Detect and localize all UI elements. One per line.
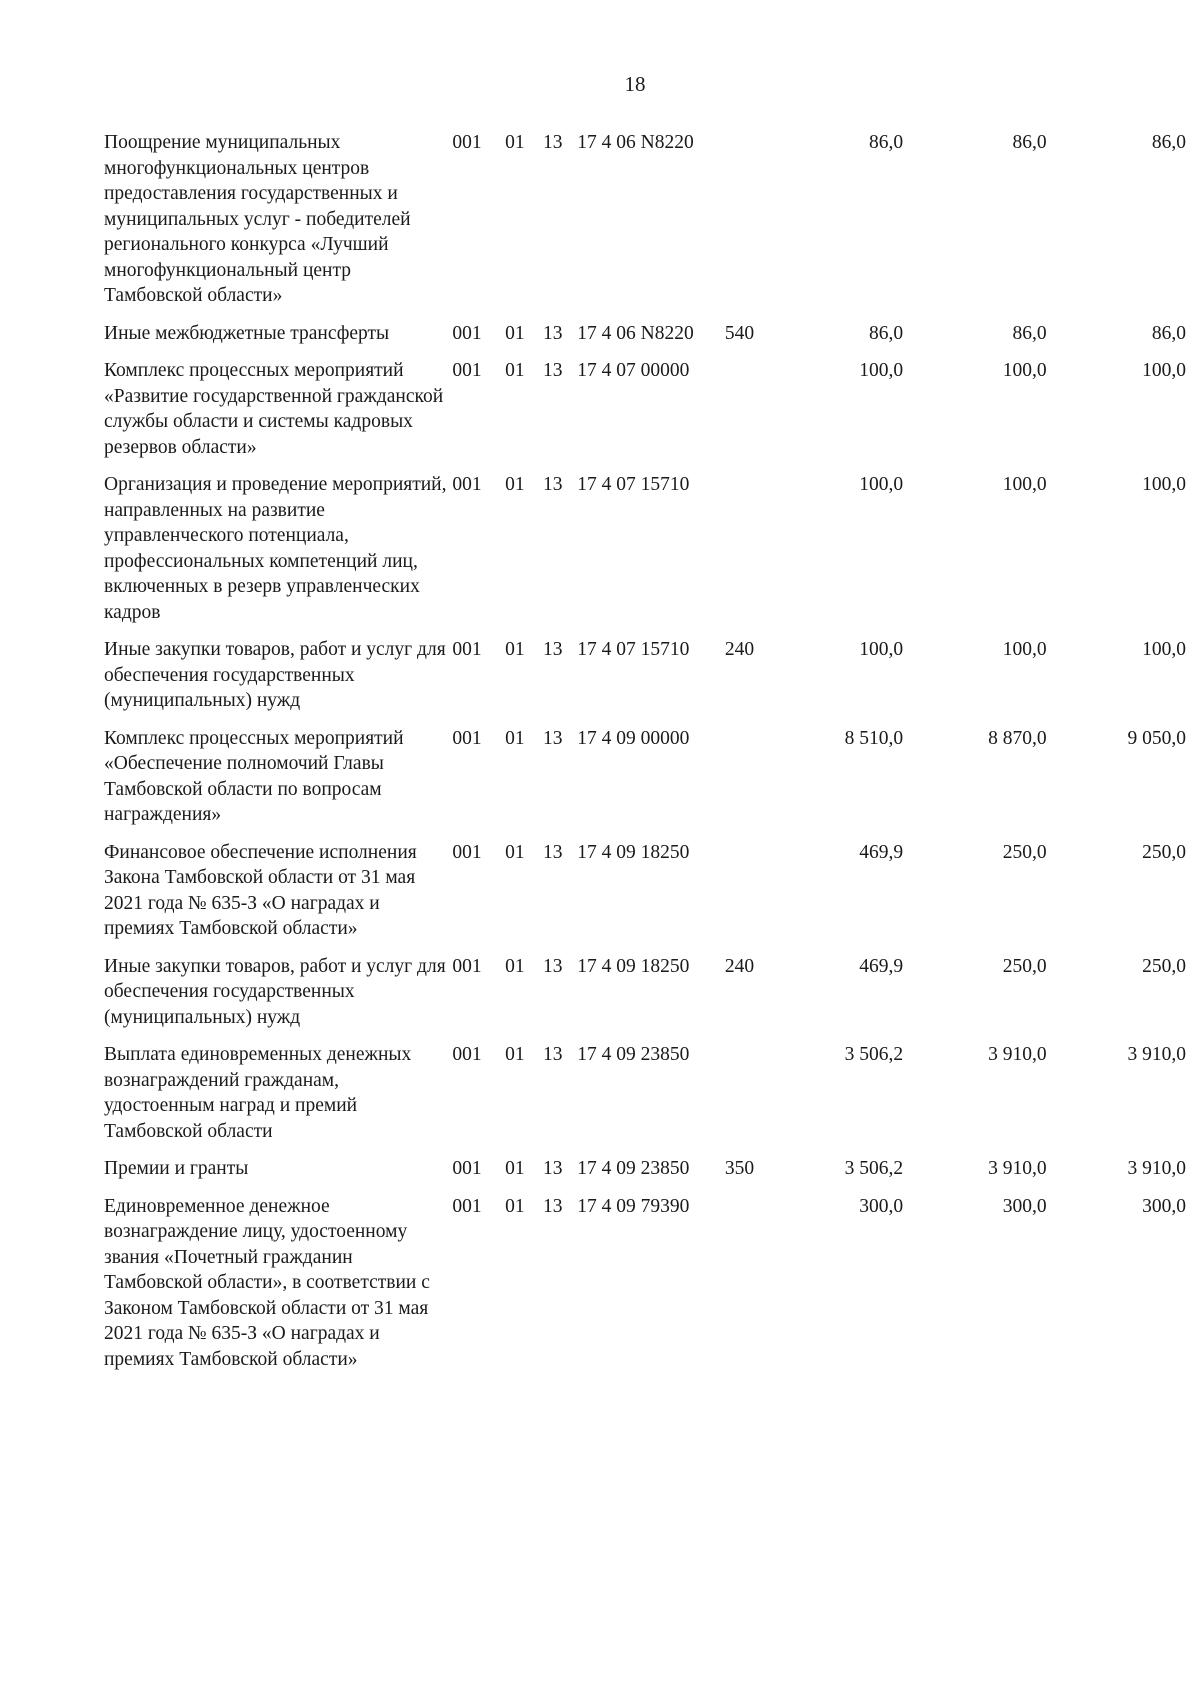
budget-table (104, 130, 1186, 1384)
row-section-code: 01 (505, 132, 525, 153)
row-amount-year3: 100,0 (1142, 474, 1186, 495)
row-name: Комплекс процессных мероприятий «Обеспечение полномочий Главы Тамбовской области по вопросам награждения» (104, 727, 404, 825)
row-ved-code: 001 (452, 841, 482, 863)
row-amount-year3: 250,0 (1142, 841, 1186, 863)
row-amount-year2: 86,0 (1012, 322, 1047, 344)
row-target-article-code: 17 4 09 18250 (577, 841, 690, 863)
row-section-code: 01 (505, 639, 525, 660)
row-target-article-code: 17 4 07 15710 (577, 639, 690, 660)
row-target-article-code: 17 4 09 00000 (577, 727, 690, 749)
row-subsection-code: 13 (543, 841, 563, 863)
row-expense-type-code: 540 (724, 322, 755, 344)
row-target-article-code: 17 4 09 18250 (577, 955, 690, 977)
row-amount-year2: 100,0 (1002, 639, 1047, 660)
row-ved-code: 001 (452, 1044, 482, 1065)
row-target-article-code: 17 4 07 15710 (577, 474, 690, 495)
row-ved-code: 001 (452, 474, 482, 495)
row-section-code: 01 (505, 841, 525, 863)
row-amount-year1: 300,0 (859, 1195, 904, 1217)
row-amount-year2: 3 910,0 (988, 1044, 1047, 1065)
table-row (104, 840, 1186, 954)
row-ved-code: 001 (452, 955, 482, 977)
row-ved-code: 001 (452, 360, 482, 381)
row-amount-year1: 100,0 (859, 360, 904, 381)
row-amount-year1: 3 506,2 (844, 1158, 904, 1179)
table-row (104, 726, 1186, 840)
row-target-article-code: 17 4 07 00000 (577, 360, 690, 381)
row-target-article-code: 17 4 06 N8220 (577, 132, 694, 153)
row-amount-year3: 3 910,0 (1127, 1158, 1186, 1179)
row-amount-year2: 250,0 (1002, 955, 1047, 977)
row-section-code: 01 (505, 955, 525, 977)
row-name: Выплата единовременных денежных вознаграждений гражданам, удостоенным наград и премий Тамбовской области (104, 1044, 412, 1142)
row-ved-code: 001 (452, 639, 482, 660)
table-row (104, 321, 1186, 359)
row-amount-year2: 300,0 (1002, 1195, 1047, 1217)
row-amount-year2: 250,0 (1002, 841, 1047, 863)
row-amount-year1: 469,9 (859, 841, 904, 863)
row-section-code: 01 (505, 1158, 525, 1179)
row-amount-year2: 100,0 (1002, 360, 1047, 381)
row-amount-year1: 8 510,0 (844, 727, 904, 749)
row-expense-type-code (725, 358, 766, 472)
row-subsection-code: 13 (543, 727, 563, 749)
page-number: 18 (624, 72, 646, 96)
table-row (104, 130, 1186, 321)
table-row (104, 637, 1186, 726)
row-amount-year3: 100,0 (1142, 639, 1186, 660)
budget-table-body (104, 130, 1186, 1384)
row-ved-code: 001 (452, 132, 482, 153)
row-subsection-code: 13 (543, 1158, 563, 1179)
row-subsection-code: 13 (543, 132, 563, 153)
row-expense-type-code (725, 1194, 766, 1385)
row-expense-type-code (725, 1042, 766, 1156)
row-name: Финансовое обеспечение исполнения Закона Тамбовской области от 31 мая 2021 года № 635-З «О наградах и премиях Тамбовской области» (104, 841, 417, 939)
row-name: Иные закупки товаров, работ и услуг для обеспечения государственных (муниципальных) нужд (104, 639, 446, 711)
row-section-code: 01 (505, 1044, 525, 1065)
row-ved-code: 001 (452, 1195, 482, 1217)
row-expense-type-code: 350 (724, 1158, 755, 1179)
row-name: Иные межбюджетные трансферты (104, 322, 390, 344)
row-expense-type-code: 240 (724, 639, 755, 660)
row-target-article-code: 17 4 09 23850 (577, 1158, 690, 1179)
row-name: Организация и проведение мероприятий, направленных на развитие управленческого потенциала, профессиональных компетенций лиц, включенных в резерв управленческих кадров (104, 474, 447, 623)
row-section-code: 01 (505, 474, 525, 495)
table-row (104, 1042, 1186, 1156)
table-row (104, 1156, 1186, 1194)
table-row (104, 472, 1186, 637)
row-amount-year1: 100,0 (859, 474, 904, 495)
row-amount-year1: 86,0 (869, 132, 904, 153)
row-expense-type-code (725, 840, 766, 954)
row-amount-year2: 86,0 (1012, 132, 1047, 153)
row-amount-year1: 100,0 (859, 639, 904, 660)
row-target-article-code: 17 4 06 N8220 (577, 322, 694, 344)
row-amount-year1: 3 506,2 (844, 1044, 904, 1065)
row-ved-code: 001 (452, 1158, 482, 1179)
row-amount-year2: 100,0 (1002, 474, 1047, 495)
row-subsection-code: 13 (543, 955, 563, 977)
row-amount-year3: 300,0 (1142, 1195, 1186, 1217)
row-name: Комплекс процессных мероприятий «Развитие государственной гражданской службы области и системы кадровых резервов области» (104, 360, 444, 458)
row-expense-type-code: 240 (724, 955, 755, 977)
row-name: Иные закупки товаров, работ и услуг для обеспечения государственных (муниципальных) нужд (104, 955, 446, 1028)
table-row (104, 358, 1186, 472)
row-subsection-code: 13 (543, 360, 563, 381)
row-amount-year1: 86,0 (869, 322, 904, 344)
row-section-code: 01 (505, 360, 525, 381)
row-subsection-code: 13 (543, 1195, 563, 1217)
row-amount-year3: 86,0 (1151, 322, 1186, 344)
row-subsection-code: 13 (543, 322, 563, 344)
row-subsection-code: 13 (543, 474, 563, 495)
row-expense-type-code (725, 472, 766, 637)
row-name: Единовременное денежное вознаграждение лицу, удостоенному звания «Почетный гражданин Тамбовской области», в соответствии с Законом Тамбовской области от 31 мая 2021 года № 635-З «О наградах и премиях Тамбовской области» (104, 1195, 430, 1370)
row-section-code: 01 (505, 1195, 525, 1217)
row-ved-code: 001 (452, 727, 482, 749)
row-subsection-code: 13 (543, 639, 563, 660)
row-name: Премии и гранты (104, 1158, 249, 1179)
row-subsection-code: 13 (543, 1044, 563, 1065)
row-amount-year3: 9 050,0 (1127, 727, 1186, 749)
row-amount-year3: 3 910,0 (1127, 1044, 1186, 1065)
row-ved-code: 001 (452, 322, 482, 344)
row-target-article-code: 17 4 09 23850 (577, 1044, 690, 1065)
row-section-code: 01 (505, 727, 525, 749)
row-amount-year2: 8 870,0 (988, 727, 1047, 749)
row-name: Поощрение муниципальных многофункциональных центров предоставления государственных и муниципальных услуг - победителей регионального конкурса «Лучший многофункциональный центр Тамбовской области» (104, 132, 411, 306)
row-target-article-code: 17 4 09 79390 (577, 1195, 690, 1217)
row-amount-year3: 86,0 (1151, 132, 1186, 153)
row-section-code: 01 (505, 322, 525, 344)
row-amount-year3: 250,0 (1142, 955, 1186, 977)
row-amount-year3: 100,0 (1142, 360, 1186, 381)
row-amount-year1: 469,9 (859, 955, 904, 977)
table-row (104, 1194, 1186, 1385)
table-row (104, 954, 1186, 1043)
row-expense-type-code (725, 130, 766, 321)
row-expense-type-code (725, 726, 766, 840)
row-amount-year2: 3 910,0 (988, 1158, 1047, 1179)
